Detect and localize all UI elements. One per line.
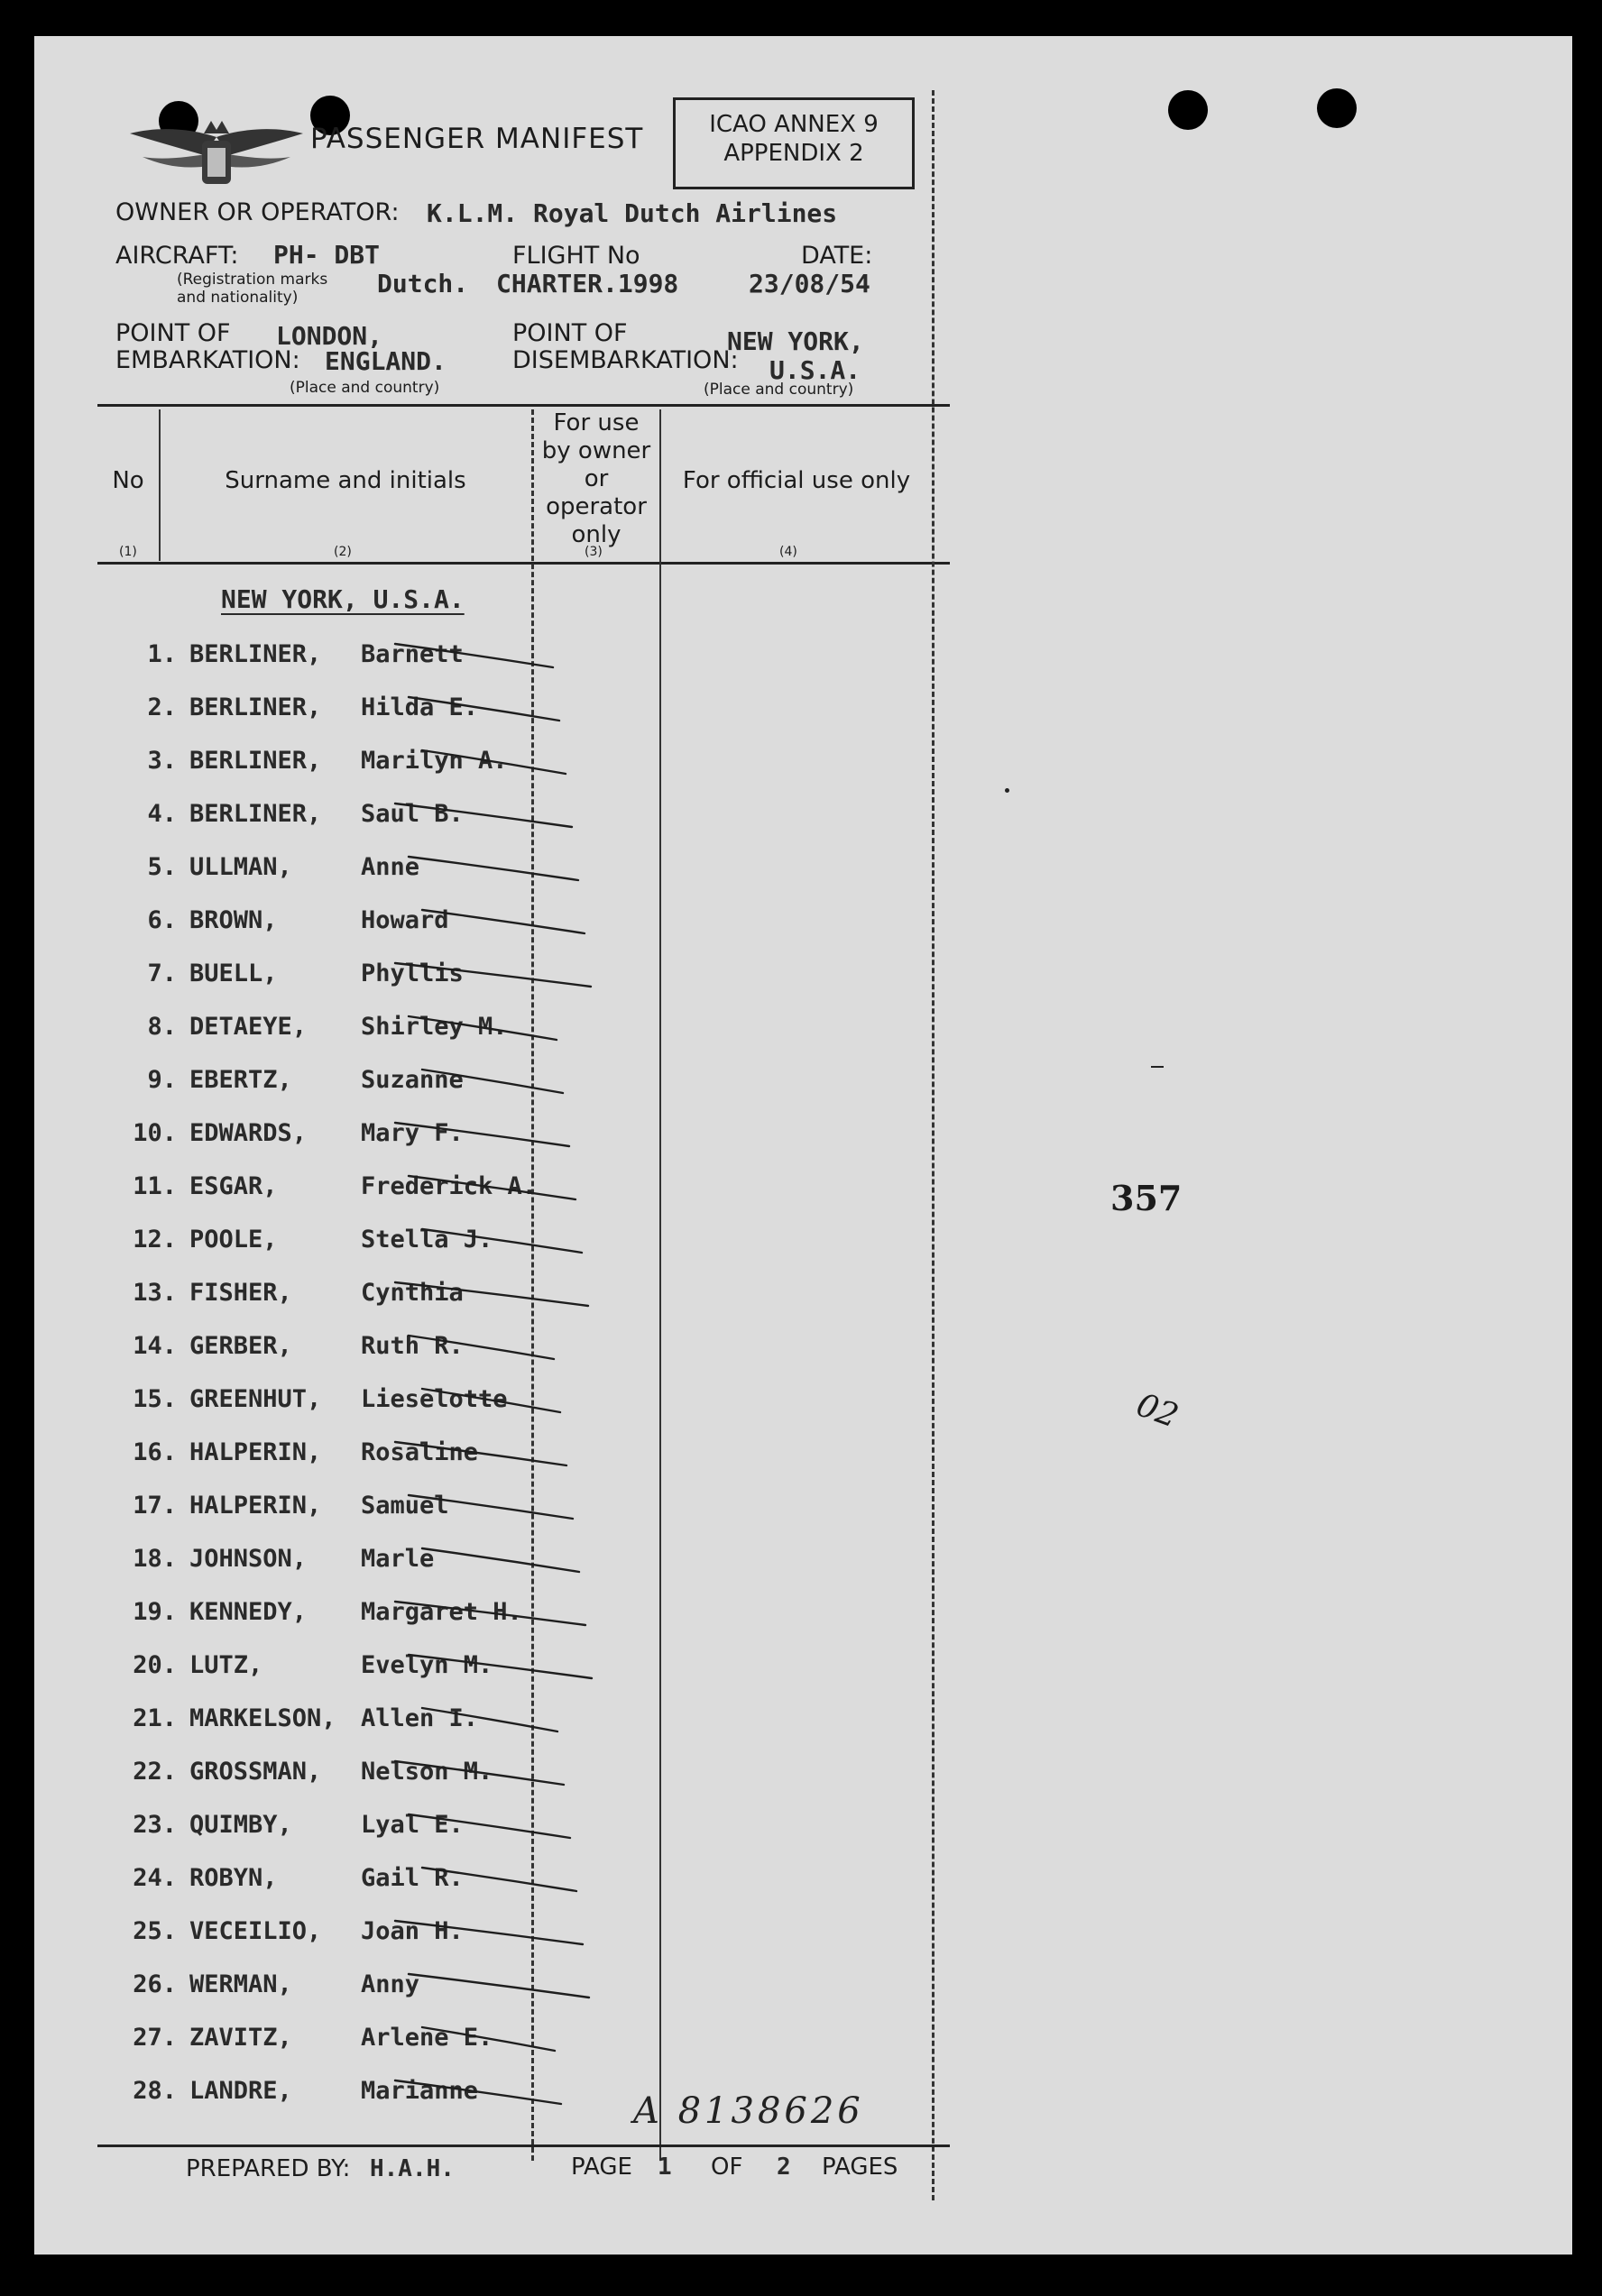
column-heading-line: operator — [546, 493, 647, 520]
passenger-surname: KENNEDY, — [189, 1598, 308, 1626]
passenger-number: 15. — [133, 1385, 177, 1413]
passenger-given-name: Lieselotte — [361, 1385, 508, 1413]
aircraft-nationality: Dutch. — [377, 269, 469, 298]
embarkation-label: POINT OF — [115, 319, 231, 347]
passenger-surname: BUELL, — [189, 960, 278, 987]
check-stroke — [395, 963, 591, 987]
passenger-surname: GERBER, — [189, 1332, 292, 1360]
column-heading-line: only — [571, 521, 621, 548]
margin-dash — [1151, 1066, 1164, 1068]
passenger-number: 19. — [133, 1598, 177, 1626]
passenger-number: 22. — [133, 1758, 177, 1786]
check-stroke — [395, 2080, 561, 2104]
passenger-given-name: Mary F. — [361, 1119, 464, 1147]
owner-label: OWNER OR OPERATOR: — [115, 198, 400, 226]
passenger-given-name: Howard — [361, 906, 449, 934]
passenger-number: 2. — [147, 693, 177, 721]
passenger-given-name: Gail R. — [361, 1864, 464, 1892]
passenger-surname: ZAVITZ, — [189, 2024, 292, 2052]
manifest-page — [34, 36, 1572, 2255]
column-heading-official: For official use only — [682, 467, 911, 494]
check-stroke — [409, 1655, 592, 1678]
check-stroke — [422, 1708, 557, 1731]
column-heading-line: or — [584, 465, 609, 492]
registration-note: (Registration marks — [177, 271, 328, 289]
passenger-surname: MARKELSON, — [189, 1704, 336, 1732]
icao-appendix-label: APPENDIX 2 — [723, 140, 864, 167]
column-number: (4) — [779, 545, 797, 559]
check-stroke — [395, 804, 572, 827]
passenger-given-name: Hilda E. — [361, 693, 479, 721]
passenger-surname: ULLMAN, — [189, 853, 292, 881]
passenger-surname: FISHER, — [189, 1279, 292, 1307]
passenger-given-name: Marianne — [361, 2077, 479, 2105]
check-stroke — [395, 644, 553, 667]
passenger-given-name: Stella J. — [361, 1226, 493, 1254]
passenger-number: 13. — [133, 1279, 177, 1307]
passenger-surname: LUTZ, — [189, 1651, 263, 1679]
passenger-surname: HALPERIN, — [189, 1492, 322, 1520]
passenger-number: 16. — [133, 1438, 177, 1466]
document-title: PASSENGER MANIFEST — [310, 123, 644, 155]
check-stroke — [422, 1868, 576, 1891]
passenger-given-name: Samuel — [361, 1492, 449, 1520]
passenger-given-name: Marle — [361, 1545, 435, 1573]
passenger-number: 1. — [147, 640, 177, 668]
destination-heading: NEW YORK, U.S.A. — [221, 584, 465, 614]
check-stroke — [422, 1070, 563, 1093]
passenger-given-name: Barnett — [361, 640, 464, 668]
passenger-given-name: Ruth R. — [361, 1332, 464, 1360]
passenger-surname: POOLE, — [189, 1226, 278, 1254]
passenger-number: 20. — [133, 1651, 177, 1679]
passenger-number: 24. — [133, 1864, 177, 1892]
date-value: 23/08/54 — [749, 269, 870, 298]
passenger-given-name: Shirley M. — [361, 1013, 508, 1041]
punch-hole — [1168, 90, 1208, 130]
check-stroke — [422, 1389, 560, 1412]
margin-handwriting: 02 — [1131, 1386, 1183, 1436]
check-stroke — [395, 1282, 588, 1306]
passenger-number: 27. — [133, 2024, 177, 2052]
check-stroke — [422, 2027, 555, 2051]
flight-label: FLIGHT No — [512, 242, 640, 270]
check-stroke — [422, 1548, 579, 1572]
passenger-surname: WERMAN, — [189, 1970, 292, 1998]
check-stroke — [409, 1495, 573, 1519]
passenger-surname: BROWN, — [189, 906, 278, 934]
punch-hole — [1317, 88, 1357, 128]
passenger-surname: HALPERIN, — [189, 1438, 322, 1466]
passenger-surname: GROSSMAN, — [189, 1758, 322, 1786]
passenger-number: 14. — [133, 1332, 177, 1360]
passenger-number: 25. — [133, 1917, 177, 1945]
passenger-number: 28. — [133, 2077, 177, 2105]
passenger-surname: BERLINER, — [189, 800, 322, 828]
column-number: (3) — [585, 545, 603, 559]
passenger-given-name: Anne — [361, 853, 420, 881]
passenger-number: 6. — [147, 906, 177, 934]
passenger-number: 11. — [133, 1172, 177, 1200]
check-stroke — [422, 910, 585, 933]
total-pages: 2 — [777, 2154, 791, 2181]
column-heading-no: No — [112, 467, 144, 494]
owner-value: K.L.M. Royal Dutch Airlines — [427, 198, 838, 228]
column-heading-line: by owner — [541, 437, 651, 464]
passenger-number: 9. — [147, 1066, 177, 1094]
passenger-surname: EDWARDS, — [189, 1119, 308, 1147]
passenger-surname: ROBYN, — [189, 1864, 278, 1892]
page-number: 1 — [658, 2154, 672, 2181]
passenger-number: 3. — [147, 747, 177, 775]
passenger-number: 23. — [133, 1811, 177, 1839]
passenger-number: 10. — [133, 1119, 177, 1147]
passenger-surname: DETAEYE, — [189, 1013, 308, 1041]
margin-dot — [1005, 788, 1009, 793]
check-stroke — [395, 1442, 566, 1465]
passenger-surname: QUIMBY, — [189, 1811, 292, 1839]
passenger-given-name: Suzanne — [361, 1066, 464, 1094]
passenger-given-name: Anny — [361, 1970, 420, 1998]
passenger-given-name: Allen I. — [361, 1704, 479, 1732]
passenger-number: 5. — [147, 853, 177, 881]
passenger-surname: BERLINER, — [189, 640, 322, 668]
passenger-number: 8. — [147, 1013, 177, 1041]
page-label: PAGE — [571, 2154, 632, 2181]
check-stroke — [395, 1602, 585, 1625]
check-stroke — [409, 857, 578, 880]
passenger-number: 4. — [147, 800, 177, 828]
footer-rule — [97, 2144, 950, 2147]
passenger-number: 12. — [133, 1226, 177, 1254]
disembarkation-country: U.S.A. — [769, 355, 861, 385]
passenger-surname: JOHNSON, — [189, 1545, 308, 1573]
date-label: DATE: — [801, 242, 873, 270]
passenger-surname: BERLINER, — [189, 693, 322, 721]
passenger-given-name: Phyllis — [361, 960, 464, 987]
passenger-number: 26. — [133, 1970, 177, 1998]
prepared-by-label: PREPARED BY: — [186, 2155, 351, 2182]
passenger-given-name: Marilyn A. — [361, 747, 508, 775]
check-stroke — [395, 1123, 569, 1146]
passenger-number: 7. — [147, 960, 177, 987]
check-stroke — [409, 1974, 589, 1998]
column-heading-line: For use — [553, 409, 640, 436]
disembarkation-note: (Place and country) — [704, 381, 854, 399]
passenger-given-name: Frederick A. — [361, 1172, 538, 1200]
check-stroke — [422, 750, 566, 774]
check-marks — [34, 36, 936, 2200]
column-number: (2) — [334, 545, 352, 559]
check-stroke — [395, 1761, 564, 1785]
passenger-surname: LANDRE, — [189, 2077, 292, 2105]
passenger-given-name: Joan H. — [361, 1917, 464, 1945]
check-stroke — [409, 1176, 575, 1199]
registration-note: and nationality) — [177, 289, 299, 307]
passenger-number: 18. — [133, 1545, 177, 1573]
check-stroke — [409, 1814, 570, 1838]
check-stroke — [409, 1016, 557, 1040]
passenger-number: 21. — [133, 1704, 177, 1732]
passenger-surname: GREENHUT, — [189, 1385, 322, 1413]
check-stroke — [409, 697, 559, 721]
passenger-given-name: Rosaline — [361, 1438, 479, 1466]
check-stroke — [422, 1229, 582, 1253]
disembarkation-label: DISEMBARKATION: — [512, 346, 739, 374]
flight-value: CHARTER.1998 — [496, 269, 679, 298]
column-number: (1) — [119, 545, 137, 559]
passenger-given-name: Margaret H. — [361, 1598, 522, 1626]
passenger-surname: BERLINER, — [189, 747, 322, 775]
embarkation-country: ENGLAND. — [325, 346, 447, 376]
aircraft-label: AIRCRAFT: — [115, 242, 239, 270]
passenger-given-name: Cynthia — [361, 1279, 464, 1307]
disembarkation-place: NEW YORK, — [727, 326, 864, 356]
pages-label: PAGES — [822, 2154, 898, 2181]
passenger-surname: VECEILIO, — [189, 1917, 322, 1945]
embarkation-place: LONDON, — [276, 321, 383, 351]
handwritten-code: A 8138626 — [633, 2090, 864, 2132]
check-stroke — [409, 1336, 554, 1359]
aircraft-value: PH- DBT — [273, 240, 381, 270]
passenger-given-name: Lyal E. — [361, 1811, 464, 1839]
embarkation-note: (Place and country) — [290, 379, 440, 397]
passenger-surname: EBERTZ, — [189, 1066, 292, 1094]
passenger-given-name: Arlene E. — [361, 2024, 493, 2052]
passenger-surname: ESGAR, — [189, 1172, 278, 1200]
embarkation-label: EMBARKATION: — [115, 346, 300, 374]
icao-annex-label: ICAO ANNEX 9 — [709, 111, 879, 138]
passenger-given-name: Evelyn M. — [361, 1651, 493, 1679]
check-stroke — [395, 1921, 583, 1944]
column-heading-surname: Surname and initials — [225, 467, 466, 494]
prepared-by-value: H.A.H. — [370, 2155, 455, 2182]
disembarkation-label: POINT OF — [512, 319, 628, 347]
passenger-given-name: Saul B. — [361, 800, 464, 828]
passenger-given-name: Nelson M. — [361, 1758, 493, 1786]
of-label: OF — [711, 2154, 743, 2181]
passenger-number: 17. — [133, 1492, 177, 1520]
page-stamp-number: 357 — [1110, 1178, 1183, 1218]
